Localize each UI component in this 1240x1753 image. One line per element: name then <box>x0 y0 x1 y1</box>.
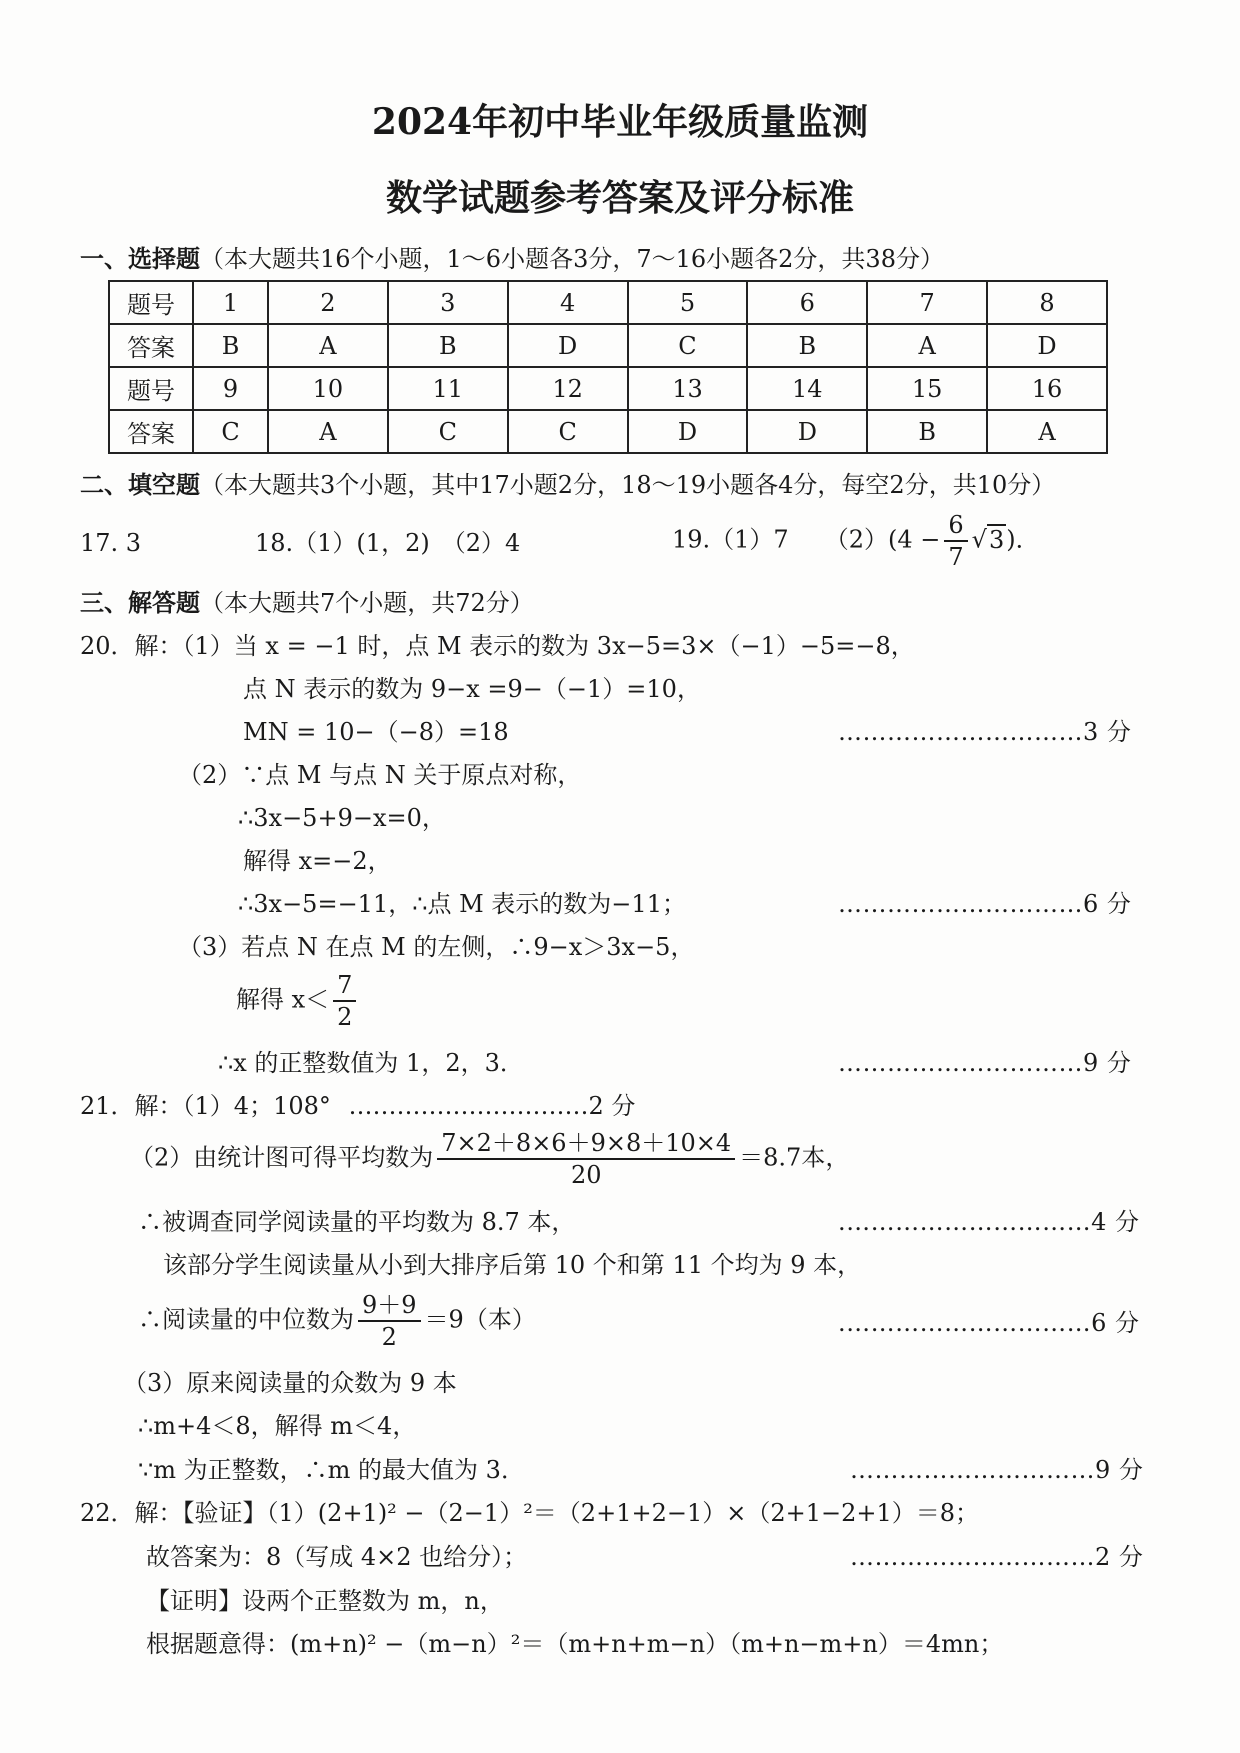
q21-line-5-text: ∴阅读量的中位数为 <box>138 1305 354 1334</box>
q20-line-9-text: 解得 x＜ <box>236 985 330 1014</box>
fraction <box>944 510 967 572</box>
row-label: 答案 <box>109 324 193 367</box>
score-mark: …………………………6 分 <box>838 890 1132 918</box>
table-cell: 10 <box>268 367 388 410</box>
q21-line-7: ∴m+4＜8，解得 m＜4， <box>138 1412 417 1440</box>
section-2-title: 二、填空题 <box>80 470 200 499</box>
section-1-note: （本大题共16个小题，1～6小题各3分，7～16小题各2分，共38分） <box>200 245 944 273</box>
answer-19: 19.（1）7 （2）(4 − $\frac{6}{7}$ √3)． <box>672 511 1040 571</box>
doc-title: 2024年初中毕业年级质量监测 <box>371 101 869 143</box>
answer-19-prefix: 19.（1）7 （2）(4 − <box>672 525 941 554</box>
q21-line-5-result: ＝9（本） <box>424 1305 536 1334</box>
answer-19-suffix: )． <box>1006 525 1040 554</box>
q20-line-8: （3）若点 N 在点 M 的左侧，∴9−x＞3x−5， <box>178 933 695 961</box>
score-mark: …………………………2 分 <box>348 1092 636 1120</box>
fraction-denominator: 20 <box>570 1161 602 1189</box>
doc-subtitle: 数学试题参考答案及评分标准 <box>385 177 854 219</box>
q20-line-6: 解得 x=−2， <box>243 847 392 875</box>
table-cell: 13 <box>628 367 748 410</box>
table-cell: C <box>193 410 268 453</box>
q20-line-3: MN = 10−（−8）=18 <box>243 718 509 746</box>
table-cell: C <box>508 410 628 453</box>
q21-line-2-text: （2）由统计图可得平均数为 <box>130 1143 434 1172</box>
fraction-denominator: 2 <box>381 1323 397 1351</box>
answer-table <box>108 280 1108 454</box>
score-mark: .…………………………6 分 <box>838 1309 1140 1337</box>
section-1-title: 一、选择题 <box>80 244 200 273</box>
table-cell: B <box>747 324 867 367</box>
q21-line-8: ∵m 为正整数，∴m 的最大值为 3． <box>138 1456 525 1484</box>
score-mark: .…………………………4 分 <box>838 1208 1140 1236</box>
table-cell: 15 <box>867 367 987 410</box>
q20-line-5: ∴3x−5+9−x=0， <box>238 804 446 832</box>
table-row <box>109 324 1107 367</box>
radicand: 3 <box>988 525 1005 554</box>
score-mark: …………………………9 分 <box>838 1049 1132 1077</box>
table-cell: D <box>628 410 748 453</box>
q21-line-2 <box>130 1128 849 1190</box>
fraction-denominator: 7 <box>948 543 964 571</box>
table-row <box>109 367 1107 410</box>
table-cell: 16 <box>987 367 1107 410</box>
q22-line-4: 根据题意得：(m+n)² −（m−n）²＝（m+n+m−n）（m+n−m+n）＝4mn； <box>146 1630 1004 1658</box>
q20-line-1: 20．解：（1）当 x = −1 时，点 M 表示的数为 3x−5=3×（−1）−5=−8， <box>80 632 915 660</box>
q21-line-5 <box>138 1290 536 1352</box>
table-cell: D <box>508 324 628 367</box>
answer-17: 17. 3 <box>80 529 142 557</box>
table-cell: C <box>388 410 508 453</box>
fraction-numerator: 7×2＋8×6＋9×8＋10×4 <box>437 1128 735 1160</box>
table-cell: 8 <box>987 281 1107 324</box>
table-cell: 2 <box>268 281 388 324</box>
answer-18: 18.（1）(1，2) （2）4 <box>255 529 521 557</box>
table-cell: A <box>268 324 388 367</box>
table-cell: 5 <box>628 281 748 324</box>
fraction <box>437 1128 735 1190</box>
row-label: 答案 <box>109 410 193 453</box>
table-cell: 11 <box>388 367 508 410</box>
row-label: 题号 <box>109 367 193 410</box>
fraction-numerator: 6 <box>944 510 967 542</box>
table-cell: 3 <box>388 281 508 324</box>
table-cell: B <box>388 324 508 367</box>
section-2-note: （本大题共3个小题，其中17小题2分，18～19小题各4分，每空2分，共10分） <box>200 471 1056 499</box>
q20-line-4: （2）∵点 M 与点 N 关于原点对称， <box>178 761 582 789</box>
q20-line-9 <box>236 970 360 1032</box>
table-cell: 7 <box>867 281 987 324</box>
q21-line-4: 该部分学生阅读量从小到大排序后第 10 个和第 11 个均为 9 本， <box>163 1251 862 1279</box>
fraction-numerator: 7 <box>333 970 356 1002</box>
fraction-numerator: 9＋9 <box>358 1290 421 1322</box>
score-mark: …………………………2 分 <box>850 1543 1144 1571</box>
fraction <box>358 1290 421 1352</box>
table-cell: D <box>987 324 1107 367</box>
section-3-title: 三、解答题 <box>80 588 200 617</box>
q20-line-7: ∴3x−5=−11，∴点 M 表示的数为−11； <box>238 890 686 918</box>
row-label: 题号 <box>109 281 193 324</box>
fraction-denominator: 2 <box>337 1003 353 1031</box>
table-cell: A <box>987 410 1107 453</box>
q22-line-2: 故答案为：8（写成 4×2 也给分）； <box>146 1543 528 1571</box>
section-3-note: （本大题共7个小题，共72分） <box>200 589 534 617</box>
table-cell: 1 <box>193 281 268 324</box>
table-cell: A <box>268 410 388 453</box>
q20-line-10: ∴x 的正整数值为 1，2，3． <box>218 1049 524 1077</box>
table-row <box>109 410 1107 453</box>
table-row <box>109 281 1107 324</box>
table-cell: 6 <box>747 281 867 324</box>
table-cell: D <box>747 410 867 453</box>
q21-line-2-result: ＝8.7本， <box>739 1143 850 1172</box>
score-mark: …………………………9 分 <box>850 1456 1144 1484</box>
table-cell: 14 <box>747 367 867 410</box>
table-cell: B <box>193 324 268 367</box>
section-2-header <box>80 470 1055 500</box>
table-cell: 12 <box>508 367 628 410</box>
q22-line-3: 【证明】设两个正整数为 m，n， <box>146 1587 504 1615</box>
section-1-header <box>80 244 944 274</box>
fraction <box>333 970 356 1032</box>
q21-line-1 <box>80 1091 635 1121</box>
score-mark: …………………………3 分 <box>838 718 1132 746</box>
section-3-header <box>80 588 534 618</box>
table-cell: 4 <box>508 281 628 324</box>
q22-line-1: 22．解：【验证】（1）(2+1)² −（2−1）²＝（2+1+2−1）×（2+1−2+1）＝8； <box>80 1499 980 1527</box>
table-cell: C <box>628 324 748 367</box>
table-cell: 9 <box>193 367 268 410</box>
q20-line-2: 点 N 表示的数为 9−x =9−（−1）=10， <box>243 675 701 703</box>
q21-line-3: ∴被调查同学阅读量的平均数为 8.7 本， <box>138 1208 576 1236</box>
table-cell: B <box>867 410 987 453</box>
q21-line-6: （3）原来阅读量的众数为 9 本 <box>123 1369 457 1397</box>
q21-line-1-text: 21．解：（1）4；108° <box>80 1092 331 1120</box>
table-cell: A <box>867 324 987 367</box>
